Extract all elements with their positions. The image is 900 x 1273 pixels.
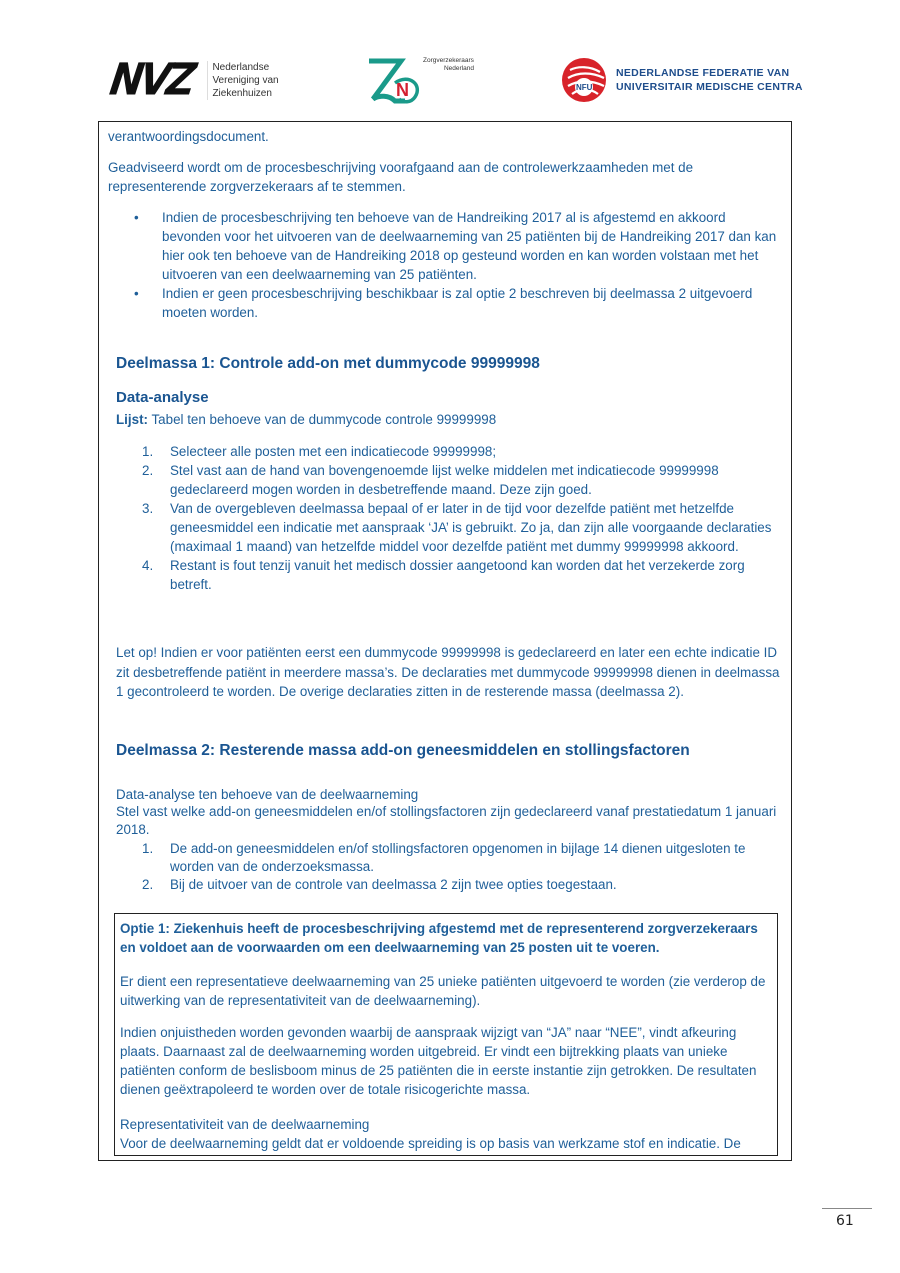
page-header [0,52,900,112]
bullet-text: Indien er geen procesbeschrijving beschikbaar is zal optie 2 beschreven bij deelmassa 2 uitgevoerd moeten worden. [162,286,753,320]
deelmassa1-list-line [116,410,786,429]
list-label: Lijst: [116,412,148,427]
list-text: Tabel ten behoeve van de dummycode controle 99999998 [148,412,497,427]
nvz-line-2: Vereniging van [212,74,279,86]
step-number: 2. [142,877,154,892]
step-item [142,442,780,461]
zn-logo-text [423,57,474,73]
nvz-line-1: Nederlandse [212,61,270,73]
nvz-logo-text [207,61,278,100]
optie1-paragraph-1: Er dient een representatieve deelwaarneming van 25 unieke patiënten uitgevoerd te worden (zie verderop de uitwerking van de representativiteit van de deelwaarneming). [120,974,766,1008]
deelmassa2-subheading: Data-analyse ten behoeve van de deelwaarneming [116,787,419,802]
intro-tail: verantwoordingsdocument. [108,129,269,144]
step-number: 4. [142,558,154,573]
advice-paragraph: Geadviseerd wordt om de procesbeschrijving voorafgaand aan de controlewerkzaamheden met de representerende zorgverzekeraars af te stemmen. [108,160,694,194]
svg-text:N: N [396,80,409,100]
step-item [142,556,780,594]
deelmassa2-heading: Deelmassa 2: Resterende massa add-on geneesmiddelen en stollingsfactoren [116,742,690,759]
optie1-paragraph-2: Indien onjuistheden worden gevonden waarbij de aanspraak wijzigt van “JA” naar “NEE”, vindt afkeuring plaats. Daarnaast zal de deelwaarneming worden uitgebreid. Er vindt een bijtrekking plaats van unieke patiënten conform de beslisboom minus de 25 patiënten die in eerste instantie zijn getrokken. De resultaten dienen geëxtrapoleerd te worden over de totale risicogerichte massa. [120,1025,757,1097]
bullet-item [134,208,782,284]
step-item [142,461,780,499]
zn-logo [365,52,474,108]
step-number: 1. [142,841,154,856]
advice-bullet-list [134,208,782,322]
step-text: Restant is fout tenzij vanuit het medisch dossier aangetoond kan worden dat het verzekerde zorg betreft. [170,558,745,592]
step-number: 3. [142,501,154,516]
zn-logo-icon [365,55,474,105]
zn-line-2: Nederland [443,65,474,72]
footer-divider [822,1208,872,1209]
nfu-logo-icon [560,56,608,104]
deelmassa1-subheading: Data-analyse [116,389,209,406]
nvz-line-3: Ziekenhuizen [212,87,272,99]
step-item [142,876,785,894]
deelmassa1-heading: Deelmassa 1: Controle add-on met dummycode 99999998 [116,355,540,372]
step-item [142,499,780,556]
bullet-icon: • [134,210,139,225]
zn-line-1: Zorgverzekeraars [423,57,474,64]
step-text: Stel vast aan de hand van bovengenoemde lijst welke middelen met indicatiecode 99999998 gedeclareerd mogen worden in desbetreffende maand. Deze zijn goed. [170,463,719,497]
representativiteit-text: Voor de deelwaarneming geldt dat er voldoende spreiding is op basis van werkzame stof en indicatie. De [120,1136,741,1151]
deelmassa1-steps [142,442,780,594]
deelmassa1-note: Let op! Indien er voor patiënten eerst een dummycode 99999998 is gedeclareerd en later een echte indicatie ID zit desbetreffende patiënt in meerdere massa’s. De declaraties met dummycode 99999998 dienen in deelmassa 1 gecontroleerd te worden. De overige declaraties zitten in de resterende massa (deelmassa 2). [116,645,780,700]
step-text: De add-on geneesmiddelen en/of stollingsfactoren opgenomen in bijlage 14 dienen uitgesloten te worden van de onderzoeksmassa. [170,841,746,874]
nvz-logo-mark: NVZ [101,54,200,106]
bullet-item [134,284,782,322]
step-text: Bij de uitvoer van de controle van deelmassa 2 zijn twee opties toegestaan. [170,877,617,892]
svg-text:NFU: NFU [576,83,593,92]
page-number: 61 [836,1213,854,1229]
nfu-logo-text [616,66,803,94]
deelmassa2-intro: Stel vast welke add-on geneesmiddelen en/of stollingsfactoren zijn gedeclareerd vanaf prestatiedatum 1 januari 2018. [116,804,777,837]
optie1-title: Optie 1: Ziekenhuis heeft de procesbeschrijving afgestemd met de representerend zorgverzekeraars en voldoet aan de voorwaarden om een deelwaarneming van 25 posten uit te voeren. [120,921,758,955]
nfu-line-2: UNIVERSITAIR MEDISCHE CENTRA [616,81,803,93]
deelmassa2-steps [142,840,785,894]
step-number: 2. [142,463,154,478]
representativiteit-heading: Representativiteit van de deelwaarneming [120,1117,370,1132]
nfu-line-1: NEDERLANDSE FEDERATIE VAN [616,67,790,79]
nvz-logo [101,52,279,108]
bullet-text: Indien de procesbeschrijving ten behoeve van de Handreiking 2017 al is afgestemd en akkoord bevonden voor het uitvoeren van de deelwaarneming van 25 patiënten bij de Handreiking 2017 dan kan hier ook ten behoeve van de Handreiking 2018 op gesteund worden en kan worden volstaan met het uitvoeren van een deelwaarneming van 25 patiënten. [162,210,777,282]
step-number: 1. [142,444,154,459]
bullet-icon: • [134,286,139,301]
step-text: Selecteer alle posten met een indicatiecode 99999998; [170,444,497,459]
step-item [142,840,785,876]
step-text: Van de overgebleven deelmassa bepaal of er later in de tijd voor dezelfde patiënt met hetzelfde geneesmiddel een indicatie met aanspraak ‘JA’ is gebruikt. Zo ja, dan zijn alle voorgaande declaraties (maximaal 1 maand) van hetzelfde middel voor dezelfde patiënt met dummy 99999998 akkoord. [170,501,772,554]
nfu-logo [560,52,803,108]
